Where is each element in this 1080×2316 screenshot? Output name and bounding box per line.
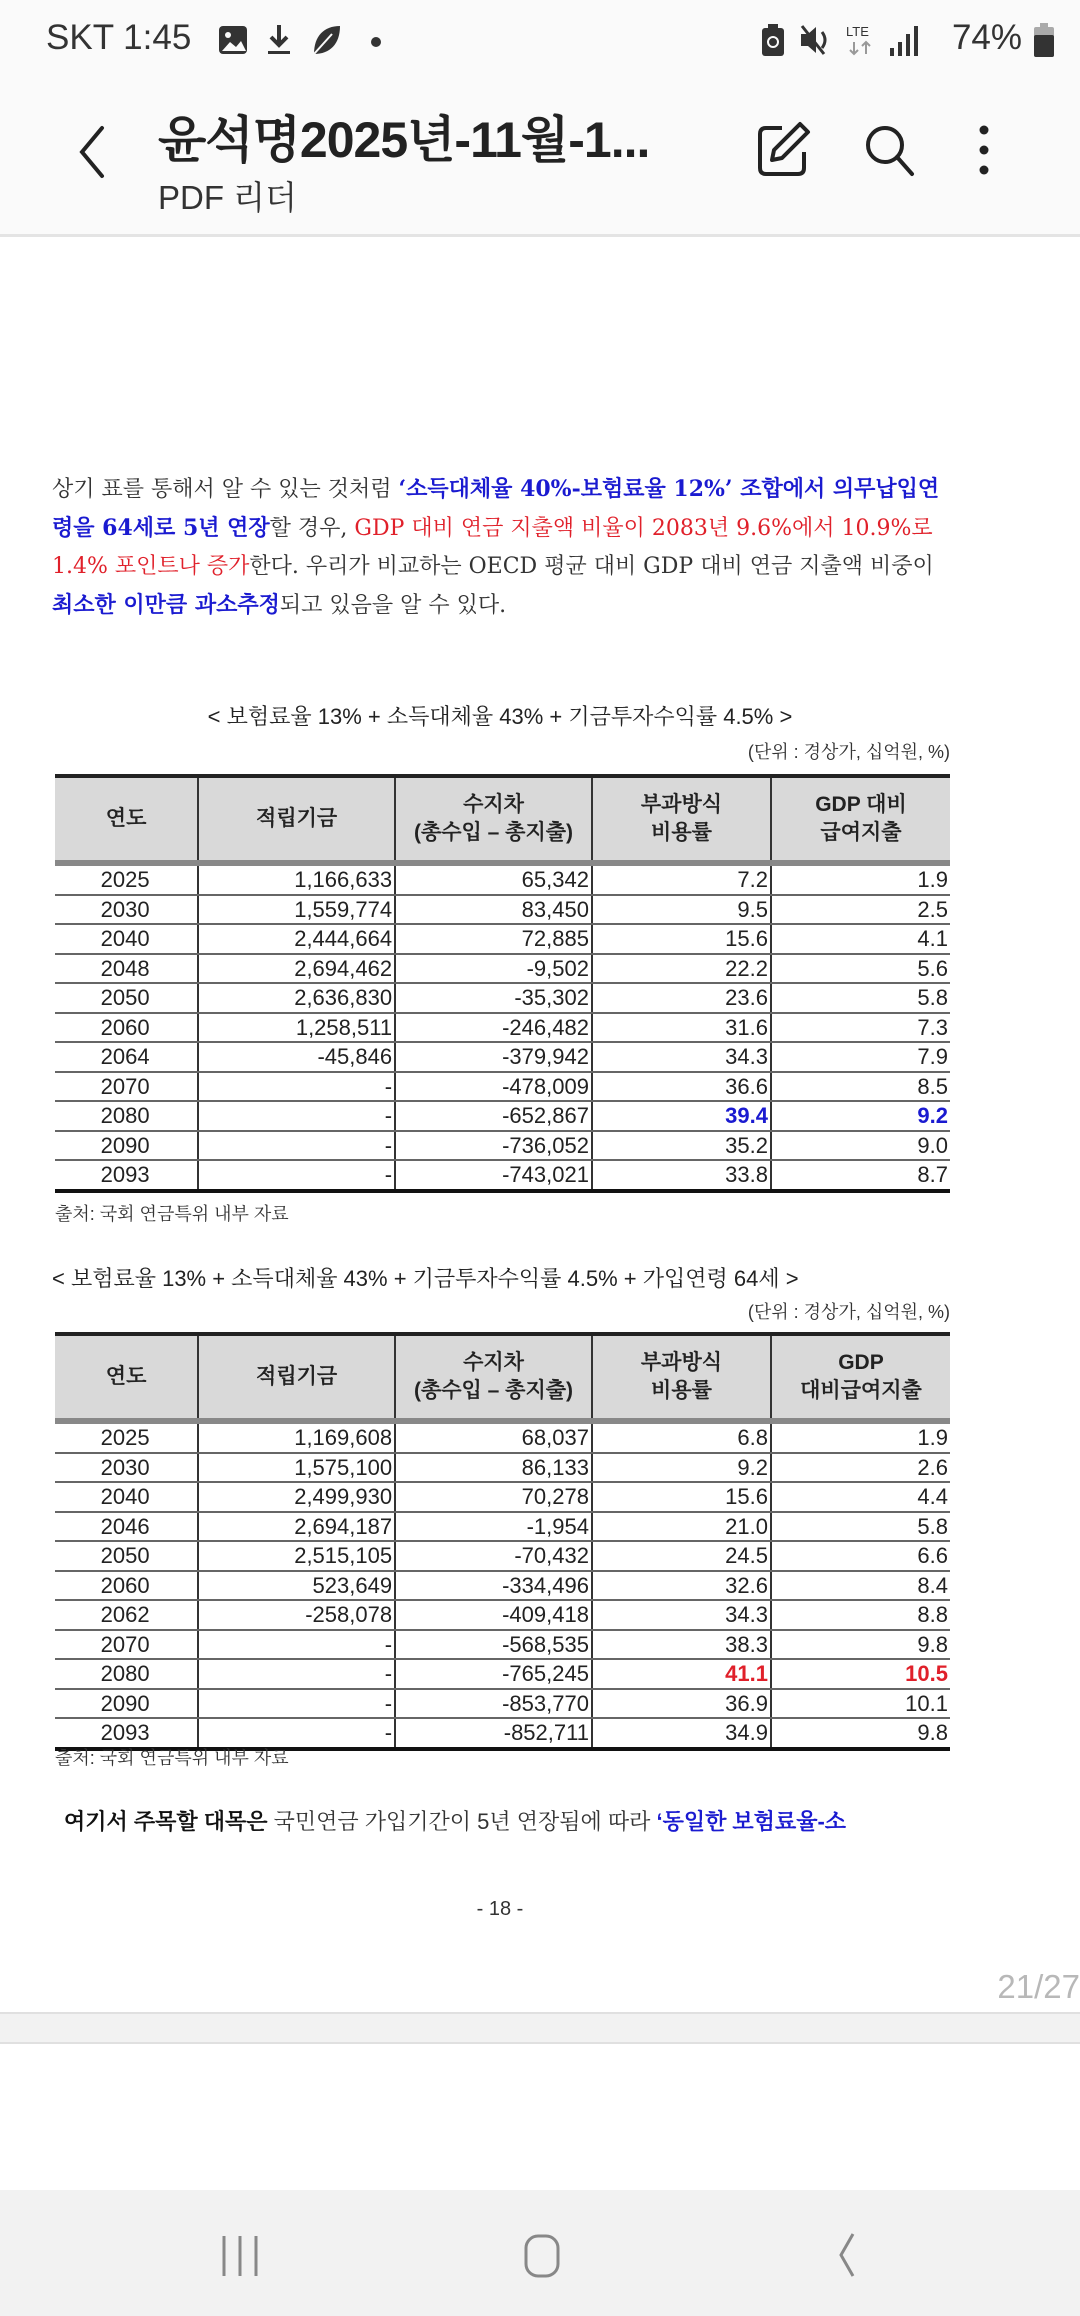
battery-percent: 74% <box>951 18 1022 57</box>
table-cell: 1,258,511 <box>198 1013 395 1043</box>
table-cell: 2.5 <box>771 895 950 925</box>
table-cell: 6.6 <box>771 1541 950 1571</box>
table-cell: 2090 <box>55 1689 198 1719</box>
table-cell: 523,649 <box>198 1571 395 1601</box>
table-cell: - <box>198 1101 395 1131</box>
table2-units: (단위 : 경상가, 십억원, %) <box>747 1302 950 1322</box>
table-cell: 72,885 <box>395 924 592 954</box>
page-number: - 18 - <box>476 1898 524 1920</box>
table-cell: 32.6 <box>592 1571 771 1601</box>
table-cell: 35.2 <box>592 1131 771 1161</box>
table-cell: 65,342 <box>395 863 592 895</box>
table-cell: 8.7 <box>771 1160 950 1191</box>
column-header: 부과방식 비용률 <box>592 1334 771 1421</box>
table-cell: 2,515,105 <box>198 1541 395 1571</box>
table-cell: -379,942 <box>395 1042 592 1072</box>
table-cell: 9.5 <box>592 895 771 925</box>
page-indicator: 21/27 <box>997 1968 1080 2005</box>
table-cell: 7.3 <box>771 1013 950 1043</box>
table-row <box>55 1042 950 1072</box>
table-row <box>55 1013 950 1043</box>
paragraph-segment: 되고 있음을 알 수 있다. <box>279 593 507 618</box>
table1-units: (단위 : 경상가, 십억원, %) <box>747 742 950 762</box>
page-separator <box>0 2012 1080 2044</box>
table-cell: 8.4 <box>771 1571 950 1601</box>
column-header: 부과방식 비용률 <box>592 776 771 863</box>
table-cell: -736,052 <box>395 1131 592 1161</box>
table-cell: 9.8 <box>771 1718 950 1749</box>
table-cell: 9.2 <box>771 1101 950 1131</box>
table-cell: - <box>198 1630 395 1660</box>
table-cell: -9,502 <box>395 954 592 984</box>
table-cell: 2.6 <box>771 1453 950 1483</box>
table-cell: 70,278 <box>395 1482 592 1512</box>
battery-saver-icon <box>760 22 786 58</box>
more-options-icon[interactable] <box>952 118 1016 182</box>
table-cell: 2030 <box>55 1453 198 1483</box>
leaf-icon <box>308 22 344 58</box>
table-cell: 8.8 <box>771 1600 950 1630</box>
table-cell: 10.1 <box>771 1689 950 1719</box>
table-cell: -334,496 <box>395 1571 592 1601</box>
paragraph-lead: 여기서 주목할 대목은 <box>64 1809 268 1834</box>
table-cell: 2040 <box>55 1482 198 1512</box>
table-header-row <box>55 1334 950 1421</box>
home-icon[interactable] <box>502 2220 582 2290</box>
column-header: GDP 대비 급여지출 <box>771 776 950 863</box>
table-cell: 2050 <box>55 1541 198 1571</box>
table-header-row <box>55 776 950 863</box>
table-cell: 2080 <box>55 1101 198 1131</box>
lte-icon <box>844 22 878 58</box>
table-cell: 86,133 <box>395 1453 592 1483</box>
table-cell: 2080 <box>55 1659 198 1689</box>
table-cell: 22.2 <box>592 954 771 984</box>
table-cell: - <box>198 1131 395 1161</box>
table-cell: -852,711 <box>395 1718 592 1749</box>
table-cell: -258,078 <box>198 1600 395 1630</box>
table-row <box>55 1630 950 1660</box>
table-cell: -743,021 <box>395 1160 592 1191</box>
table-cell: 9.8 <box>771 1630 950 1660</box>
table-row <box>55 1453 950 1483</box>
table-row <box>55 1421 950 1453</box>
table-cell: 2050 <box>55 983 198 1013</box>
gallery-icon <box>216 22 252 58</box>
paragraph-highlight: ‘동일한 보험료율-소 <box>656 1809 847 1834</box>
table-cell: 2025 <box>55 1421 198 1453</box>
table-cell: 5.8 <box>771 983 950 1013</box>
table-cell: 7.2 <box>592 863 771 895</box>
table-cell: 2040 <box>55 924 198 954</box>
table-cell: 8.5 <box>771 1072 950 1102</box>
table-cell: 1,575,100 <box>198 1453 395 1483</box>
paragraph-continuation <box>64 1805 846 1836</box>
table1-source: 출처: 국회 연금특위 내부 자료 <box>55 1204 289 1224</box>
table-cell: 2,694,462 <box>198 954 395 984</box>
table-cell: -409,418 <box>395 1600 592 1630</box>
column-header: 연도 <box>55 1334 198 1421</box>
table-cell: 36.6 <box>592 1072 771 1102</box>
table1 <box>55 774 950 1193</box>
table-row <box>55 1101 950 1131</box>
table-cell: - <box>198 1072 395 1102</box>
document-title: 윤석명2025년-11월-1... <box>158 112 650 168</box>
table-row <box>55 1072 950 1102</box>
paragraph-segment: GDP 대비 연금 지출액 비율이 2083년 9.6%에서 10.9%로 1.4% 포인트나 증가 <box>52 516 933 579</box>
table-cell: 2060 <box>55 1571 198 1601</box>
paragraph-analysis <box>52 470 952 625</box>
column-header: GDP 대비급여지출 <box>771 1334 950 1421</box>
table-cell: 1,559,774 <box>198 895 395 925</box>
table-cell: -246,482 <box>395 1013 592 1043</box>
battery-icon <box>1032 22 1056 58</box>
table-cell: 7.9 <box>771 1042 950 1072</box>
table-row <box>55 1512 950 1542</box>
table-cell: 2,694,187 <box>198 1512 395 1542</box>
table-cell: 2,499,930 <box>198 1482 395 1512</box>
table-cell: 2,636,830 <box>198 983 395 1013</box>
download-icon <box>264 22 294 58</box>
column-header: 적립기금 <box>198 776 395 863</box>
table-cell: -45,846 <box>198 1042 395 1072</box>
table-row <box>55 1659 950 1689</box>
table-cell: 33.8 <box>592 1160 771 1191</box>
status-bar <box>0 0 1080 80</box>
column-header: 연도 <box>55 776 198 863</box>
paragraph-segment: 할 경우, <box>269 516 355 541</box>
table-cell: 41.1 <box>592 1659 771 1689</box>
table-cell: 21.0 <box>592 1512 771 1542</box>
table-cell: 31.6 <box>592 1013 771 1043</box>
table-cell: 1,166,633 <box>198 863 395 895</box>
table-cell: 2025 <box>55 863 198 895</box>
table-cell: 2093 <box>55 1718 198 1749</box>
table-cell: 10.5 <box>771 1659 950 1689</box>
table-cell: 34.3 <box>592 1042 771 1072</box>
table2 <box>55 1332 950 1751</box>
table-cell: -652,867 <box>395 1101 592 1131</box>
table-cell: 6.8 <box>592 1421 771 1453</box>
table-cell: -70,432 <box>395 1541 592 1571</box>
table-cell: 4.1 <box>771 924 950 954</box>
table-cell: 83,450 <box>395 895 592 925</box>
table-row <box>55 983 950 1013</box>
table-cell: 1.9 <box>771 1421 950 1453</box>
search-icon[interactable] <box>858 118 922 182</box>
table-cell: 2062 <box>55 1600 198 1630</box>
edit-icon[interactable] <box>752 118 816 182</box>
table-cell: 1.9 <box>771 863 950 895</box>
back-button[interactable] <box>72 122 112 182</box>
table-cell: 39.4 <box>592 1101 771 1131</box>
table-cell: 23.6 <box>592 983 771 1013</box>
table-cell: -35,302 <box>395 983 592 1013</box>
mute-icon <box>798 22 834 58</box>
table-cell: - <box>198 1659 395 1689</box>
back-icon[interactable] <box>805 2220 885 2290</box>
table-row <box>55 1160 950 1191</box>
table-cell: 2090 <box>55 1131 198 1161</box>
table-row <box>55 954 950 984</box>
table-cell: 2070 <box>55 1072 198 1102</box>
table-cell: 1,169,608 <box>198 1421 395 1453</box>
app-subtitle: PDF 리더 <box>158 179 297 216</box>
table-cell: 68,037 <box>395 1421 592 1453</box>
table1-caption: < 보험료율 13% + 소득대체율 43% + 기금투자수익률 4.5% > <box>207 704 793 729</box>
table-cell: -1,954 <box>395 1512 592 1542</box>
table-cell: 38.3 <box>592 1630 771 1660</box>
paragraph-segment: 상기 표를 통해서 알 수 있는 것처럼 <box>52 477 399 502</box>
app-bar <box>0 80 1080 237</box>
table-cell: 2030 <box>55 895 198 925</box>
recent-apps-icon[interactable] <box>200 2220 280 2290</box>
table-row <box>55 1131 950 1161</box>
dot-icon <box>368 22 384 58</box>
table-cell: 4.4 <box>771 1482 950 1512</box>
paragraph-segment: ‘소득대체율 40%-보험료율 12%’ 조합에서 의무납입연령을 64세로 5년 연장 <box>52 476 940 541</box>
table-cell: 24.5 <box>592 1541 771 1571</box>
carrier-time: SKT 1:45 <box>46 18 192 57</box>
table-cell: - <box>198 1689 395 1719</box>
table-row <box>55 1600 950 1630</box>
table-cell: -478,009 <box>395 1072 592 1102</box>
table-cell: 2093 <box>55 1160 198 1191</box>
table-cell: 9.0 <box>771 1131 950 1161</box>
table-cell: 9.2 <box>592 1453 771 1483</box>
paragraph-text: 국민연금 가입기간이 5년 연장됨에 따라 <box>267 1809 657 1834</box>
table-cell: 2048 <box>55 954 198 984</box>
table-row <box>55 1689 950 1719</box>
table-cell: 15.6 <box>592 1482 771 1512</box>
table-row <box>55 863 950 895</box>
paragraph-segment: 한다. 우리가 비교하는 OECD 평균 대비 GDP 대비 연금 지출액 비중이 <box>249 554 934 579</box>
column-header: 수지차 (총수입 – 총지출) <box>395 776 592 863</box>
table-row <box>55 1571 950 1601</box>
table-cell: - <box>198 1718 395 1749</box>
table-row <box>55 924 950 954</box>
table2-caption: < 보험료율 13% + 소득대체율 43% + 기금투자수익률 4.5% + 가입연령 64세 > <box>52 1266 799 1291</box>
table-cell: 5.8 <box>771 1512 950 1542</box>
table-cell: 2060 <box>55 1013 198 1043</box>
table-cell: 5.6 <box>771 954 950 984</box>
table-cell: -765,245 <box>395 1659 592 1689</box>
table-cell: -853,770 <box>395 1689 592 1719</box>
table-cell: 2046 <box>55 1512 198 1542</box>
table-cell: 2,444,664 <box>198 924 395 954</box>
table-cell: - <box>198 1160 395 1191</box>
paragraph-segment: 최소한 이만큼 과소추정 <box>52 592 280 618</box>
navigation-bar <box>0 2190 1080 2316</box>
table-row <box>55 1482 950 1512</box>
table-cell: 2070 <box>55 1630 198 1660</box>
table2-source: 출처: 국회 연금특위 내부 자료 <box>55 1748 289 1768</box>
table-cell: 36.9 <box>592 1689 771 1719</box>
table-cell: -568,535 <box>395 1630 592 1660</box>
table-row <box>55 895 950 925</box>
table-cell: 34.9 <box>592 1718 771 1749</box>
column-header: 적립기금 <box>198 1334 395 1421</box>
svg-text:LTE: LTE <box>846 24 869 39</box>
column-header: 수지차 (총수입 – 총지출) <box>395 1334 592 1421</box>
signal-icon <box>888 22 922 58</box>
table-row <box>55 1541 950 1571</box>
table-cell: 34.3 <box>592 1600 771 1630</box>
table-cell: 15.6 <box>592 924 771 954</box>
table-cell: 2064 <box>55 1042 198 1072</box>
